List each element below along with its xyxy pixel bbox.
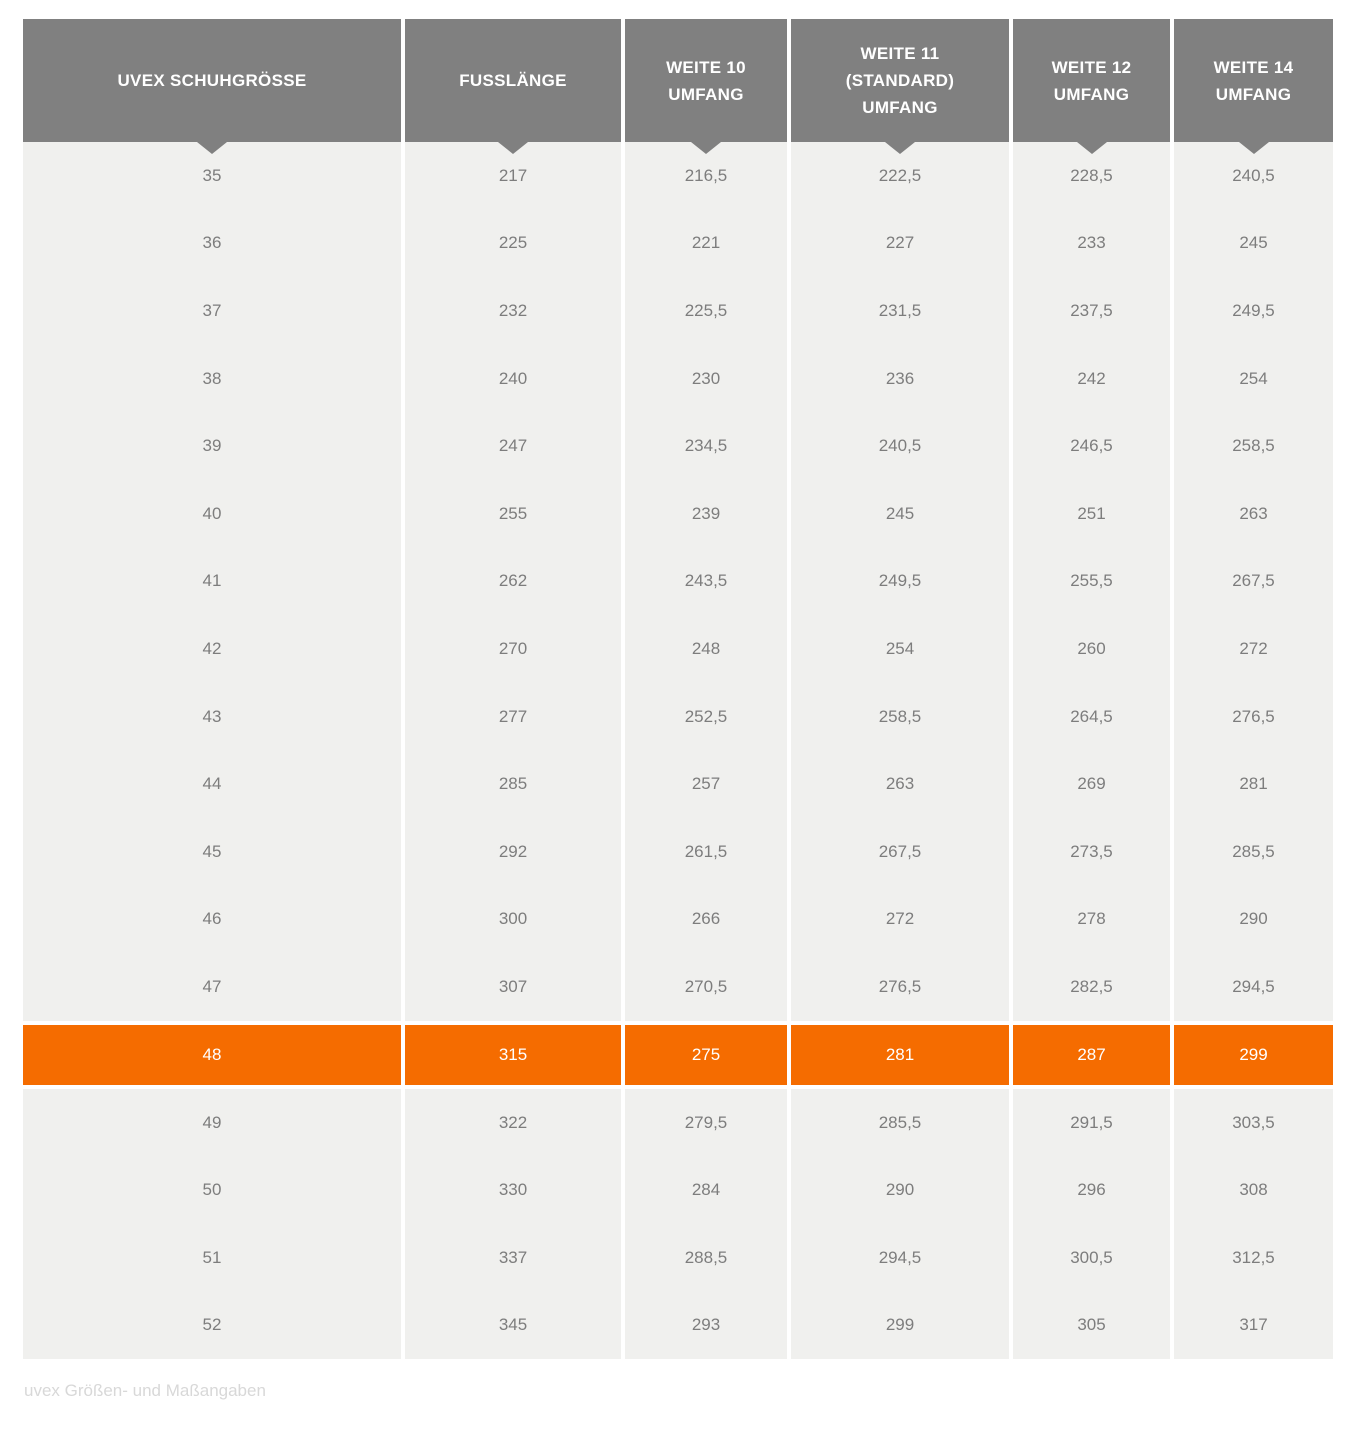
table-cell: 270,5 bbox=[625, 953, 787, 1021]
table-cell: 50 bbox=[23, 1156, 401, 1224]
table-cell: 227 bbox=[791, 210, 1009, 278]
table-cell: 272 bbox=[1174, 615, 1333, 683]
table-cell: 270 bbox=[405, 615, 621, 683]
table-cell: 232 bbox=[405, 277, 621, 345]
column-header-label: WEITE 12 UMFANG bbox=[1051, 57, 1132, 104]
table-row bbox=[23, 953, 1334, 1021]
table-cell: 245 bbox=[791, 480, 1009, 548]
table-cell: 307 bbox=[405, 953, 621, 1021]
table-cell: 281 bbox=[791, 1025, 1009, 1085]
arrow-down-pointer-icon bbox=[197, 142, 227, 154]
table-cell: 221 bbox=[625, 210, 787, 278]
table-cell: 263 bbox=[791, 750, 1009, 818]
table-cell: 41 bbox=[23, 548, 401, 616]
table-cell: 261,5 bbox=[625, 818, 787, 886]
table-cell: 282,5 bbox=[1013, 953, 1170, 1021]
table-row bbox=[23, 818, 1334, 886]
table-cell: 252,5 bbox=[625, 683, 787, 751]
table-row bbox=[23, 277, 1334, 345]
table-cell: 279,5 bbox=[625, 1089, 787, 1157]
table-cell: 251 bbox=[1013, 480, 1170, 548]
table-cell: 47 bbox=[23, 953, 401, 1021]
column-header-label: FUSSLÄNGE bbox=[459, 71, 567, 90]
table-cell: 287 bbox=[1013, 1025, 1170, 1085]
table-cell: 299 bbox=[1174, 1025, 1333, 1085]
table-cell: 257 bbox=[625, 750, 787, 818]
column-header-weite-12 bbox=[1013, 19, 1170, 142]
table-cell: 284 bbox=[625, 1156, 787, 1224]
column-header-weite-11 bbox=[791, 19, 1009, 142]
column-header-weite-14 bbox=[1174, 19, 1333, 142]
table-cell: 300,5 bbox=[1013, 1224, 1170, 1292]
table-cell: 291,5 bbox=[1013, 1089, 1170, 1157]
table-cell: 43 bbox=[23, 683, 401, 751]
table-cell: 273,5 bbox=[1013, 818, 1170, 886]
table-cell: 285,5 bbox=[791, 1089, 1009, 1157]
table-cell: 255 bbox=[405, 480, 621, 548]
column-header-label: WEITE 14 UMFANG bbox=[1213, 57, 1294, 104]
table-cell: 258,5 bbox=[791, 683, 1009, 751]
table-cell: 51 bbox=[23, 1224, 401, 1292]
table-row-highlighted bbox=[23, 1021, 1334, 1089]
table-cell: 290 bbox=[1174, 886, 1333, 954]
table-cell: 242 bbox=[1013, 345, 1170, 413]
table-cell: 322 bbox=[405, 1089, 621, 1157]
table-row bbox=[23, 1089, 1334, 1157]
table-cell: 45 bbox=[23, 818, 401, 886]
arrow-down-pointer-icon bbox=[1077, 142, 1107, 154]
table-cell: 225,5 bbox=[625, 277, 787, 345]
table-cell: 42 bbox=[23, 615, 401, 683]
size-table bbox=[23, 19, 1334, 1359]
table-cell: 249,5 bbox=[791, 548, 1009, 616]
table-row bbox=[23, 548, 1334, 616]
table-cell: 278 bbox=[1013, 886, 1170, 954]
table-cell: 234,5 bbox=[625, 412, 787, 480]
table-cell: 37 bbox=[23, 277, 401, 345]
table-cell: 263 bbox=[1174, 480, 1333, 548]
table-cell: 258,5 bbox=[1174, 412, 1333, 480]
table-row bbox=[23, 412, 1334, 480]
table-cell: 38 bbox=[23, 345, 401, 413]
table-cell: 260 bbox=[1013, 615, 1170, 683]
table-cell: 262 bbox=[405, 548, 621, 616]
table-cell: 294,5 bbox=[791, 1224, 1009, 1292]
arrow-down-pointer-icon bbox=[1239, 142, 1269, 154]
table-cell: 303,5 bbox=[1174, 1089, 1333, 1157]
table-cell: 275 bbox=[625, 1025, 787, 1085]
table-cell: 290 bbox=[791, 1156, 1009, 1224]
table-cell: 272 bbox=[791, 886, 1009, 954]
table-cell: 330 bbox=[405, 1156, 621, 1224]
table-cell: 36 bbox=[23, 210, 401, 278]
table-cell: 267,5 bbox=[791, 818, 1009, 886]
table-cell: 236 bbox=[791, 345, 1009, 413]
table-body bbox=[23, 142, 1334, 1359]
table-cell: 292 bbox=[405, 818, 621, 886]
table-cell: 317 bbox=[1174, 1292, 1333, 1360]
table-caption: uvex Größen- und Maßangaben bbox=[24, 1381, 266, 1401]
arrow-down-pointer-icon bbox=[691, 142, 721, 154]
table-cell: 277 bbox=[405, 683, 621, 751]
table-cell: 276,5 bbox=[791, 953, 1009, 1021]
column-header-label: WEITE 11 (STANDARD) UMFANG bbox=[845, 44, 955, 117]
table-row bbox=[23, 210, 1334, 278]
table-cell: 230 bbox=[625, 345, 787, 413]
table-cell: 246,5 bbox=[1013, 412, 1170, 480]
table-cell: 44 bbox=[23, 750, 401, 818]
table-header-row bbox=[23, 19, 1334, 142]
table-cell: 285 bbox=[405, 750, 621, 818]
table-cell: 48 bbox=[23, 1025, 401, 1085]
table-cell: 216,5 bbox=[625, 142, 787, 210]
table-cell: 233 bbox=[1013, 210, 1170, 278]
table-cell: 337 bbox=[405, 1224, 621, 1292]
table-cell: 243,5 bbox=[625, 548, 787, 616]
table-row bbox=[23, 480, 1334, 548]
table-cell: 264,5 bbox=[1013, 683, 1170, 751]
table-cell: 245 bbox=[1174, 210, 1333, 278]
table-cell: 222,5 bbox=[791, 142, 1009, 210]
table-cell: 49 bbox=[23, 1089, 401, 1157]
table-row bbox=[23, 345, 1334, 413]
table-cell: 267,5 bbox=[1174, 548, 1333, 616]
table-cell: 281 bbox=[1174, 750, 1333, 818]
column-header-label: WEITE 10 UMFANG bbox=[666, 57, 746, 104]
table-cell: 345 bbox=[405, 1292, 621, 1360]
column-header-fusslaenge bbox=[405, 19, 621, 142]
table-cell: 228,5 bbox=[1013, 142, 1170, 210]
table-cell: 266 bbox=[625, 886, 787, 954]
table-cell: 300 bbox=[405, 886, 621, 954]
table-cell: 255,5 bbox=[1013, 548, 1170, 616]
column-header-schuhgroesse bbox=[23, 19, 401, 142]
table-cell: 299 bbox=[791, 1292, 1009, 1360]
column-header-weite-10 bbox=[625, 19, 787, 142]
table-row bbox=[23, 1292, 1334, 1360]
arrow-down-pointer-icon bbox=[498, 142, 528, 154]
table-cell: 240,5 bbox=[1174, 142, 1333, 210]
table-cell: 240,5 bbox=[791, 412, 1009, 480]
table-cell: 285,5 bbox=[1174, 818, 1333, 886]
table-cell: 46 bbox=[23, 886, 401, 954]
table-cell: 288,5 bbox=[625, 1224, 787, 1292]
table-cell: 305 bbox=[1013, 1292, 1170, 1360]
table-cell: 231,5 bbox=[791, 277, 1009, 345]
table-cell: 248 bbox=[625, 615, 787, 683]
table-cell: 39 bbox=[23, 412, 401, 480]
table-cell: 308 bbox=[1174, 1156, 1333, 1224]
arrow-down-pointer-icon bbox=[885, 142, 915, 154]
table-row bbox=[23, 1156, 1334, 1224]
table-cell: 247 bbox=[405, 412, 621, 480]
table-row bbox=[23, 750, 1334, 818]
table-cell: 52 bbox=[23, 1292, 401, 1360]
table-cell: 312,5 bbox=[1174, 1224, 1333, 1292]
table-cell: 225 bbox=[405, 210, 621, 278]
table-cell: 315 bbox=[405, 1025, 621, 1085]
table-cell: 293 bbox=[625, 1292, 787, 1360]
table-cell: 269 bbox=[1013, 750, 1170, 818]
table-cell: 35 bbox=[23, 142, 401, 210]
table-cell: 276,5 bbox=[1174, 683, 1333, 751]
column-header-label: UVEX SCHUHGRÖSSE bbox=[117, 71, 307, 90]
table-cell: 294,5 bbox=[1174, 953, 1333, 1021]
table-cell: 296 bbox=[1013, 1156, 1170, 1224]
table-cell: 254 bbox=[791, 615, 1009, 683]
table-row bbox=[23, 615, 1334, 683]
table-cell: 40 bbox=[23, 480, 401, 548]
table-cell: 249,5 bbox=[1174, 277, 1333, 345]
table-row bbox=[23, 683, 1334, 751]
table-cell: 239 bbox=[625, 480, 787, 548]
table-cell: 254 bbox=[1174, 345, 1333, 413]
table-cell: 240 bbox=[405, 345, 621, 413]
table-row bbox=[23, 1224, 1334, 1292]
table-cell: 217 bbox=[405, 142, 621, 210]
table-row bbox=[23, 886, 1334, 954]
table-cell: 237,5 bbox=[1013, 277, 1170, 345]
